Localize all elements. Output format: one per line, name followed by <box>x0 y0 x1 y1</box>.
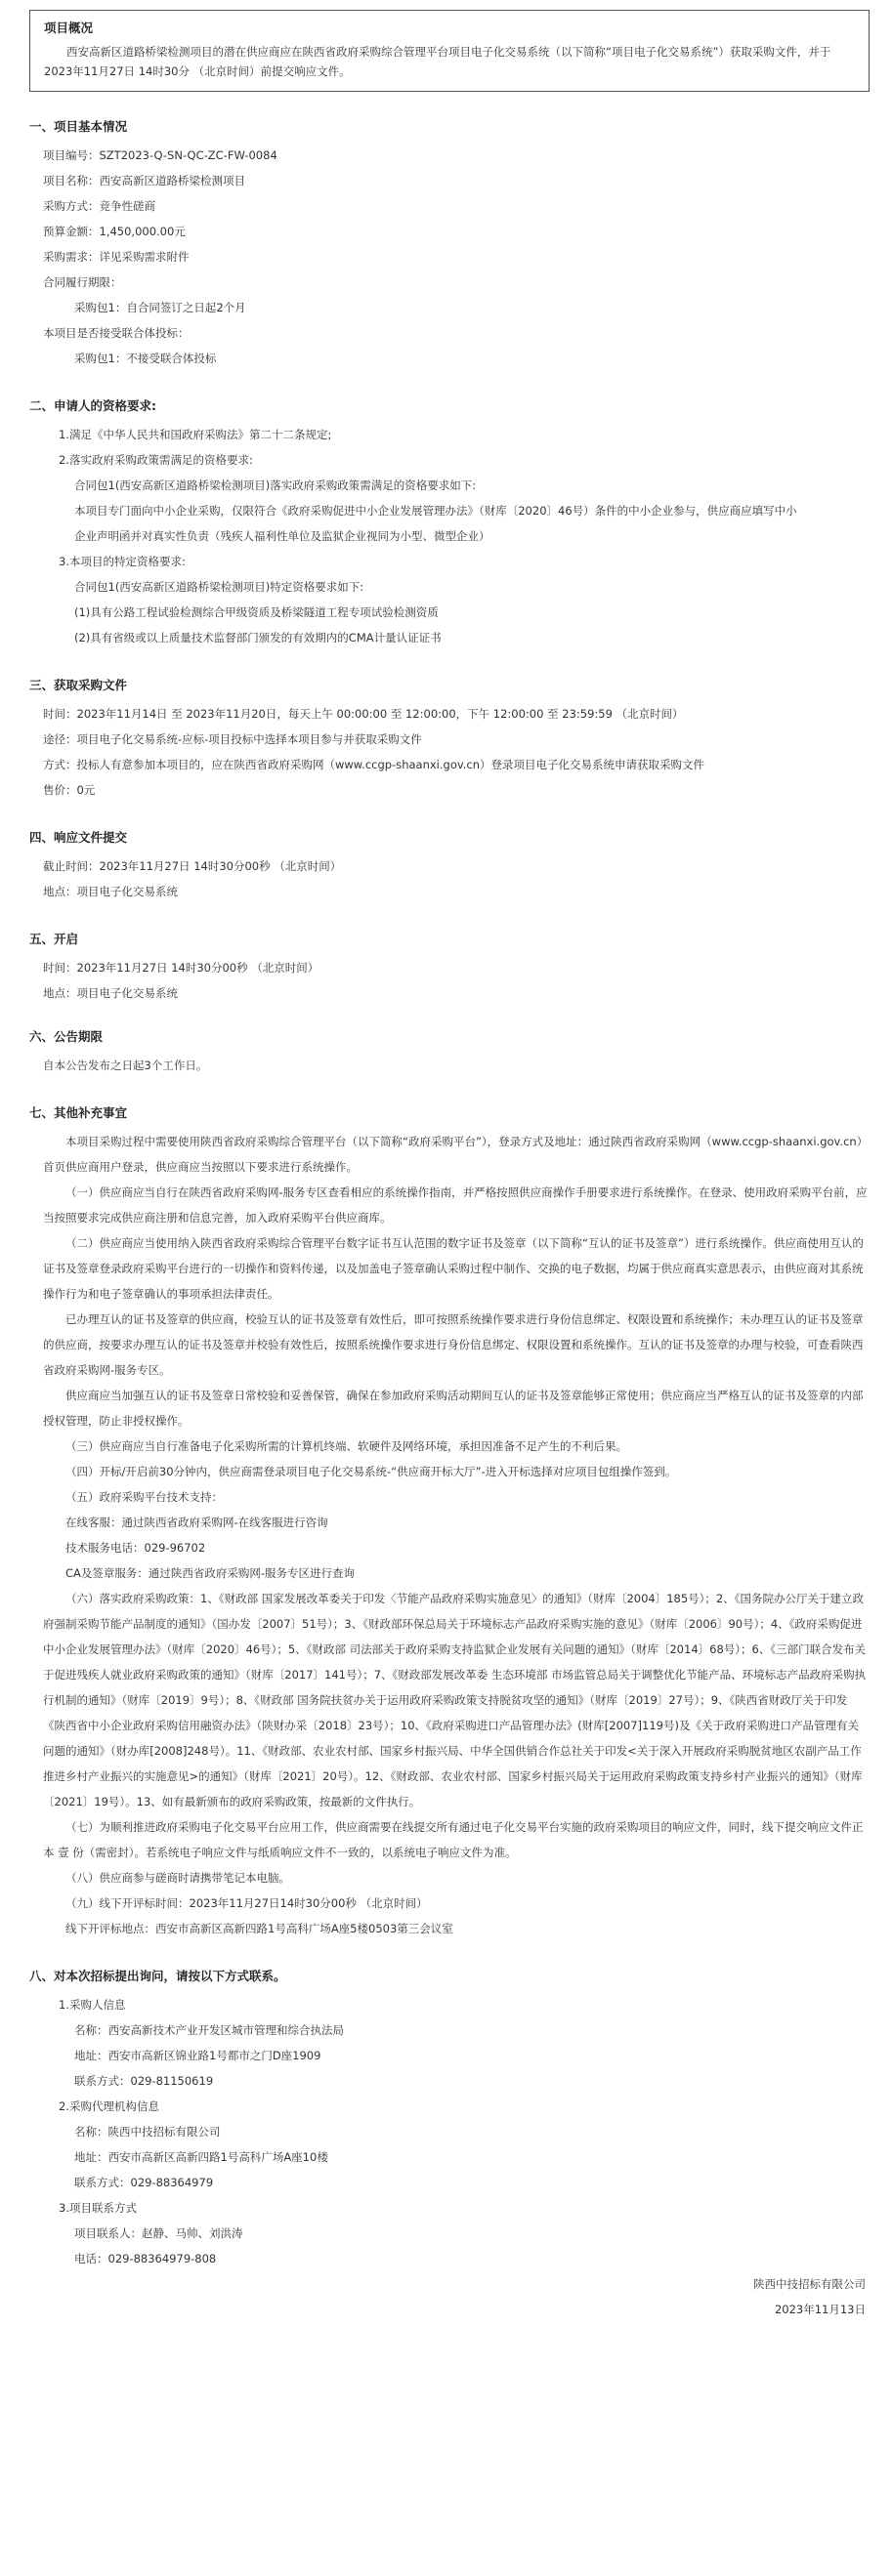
other-paragraph: （九）线下开评标时间：2023年11月27日14时30分00秒 （北京时间） <box>65 1896 428 1910</box>
agency-name: 名称：陕西中技招标有限公司 <box>74 2125 221 2139</box>
qualification-item: 本项目专门面向中小企业采购，仅限符合《政府采购促进中小企业发展管理办法》（财库〔2020〕46号）条件的中小企业参与，供应商应填写中小 <box>74 504 797 518</box>
other-paragraph: （八）供应商参与磋商时请携带笔记本电脑。 <box>65 1871 290 1885</box>
overview-title: 项目概况 <box>44 21 94 35</box>
section-qualification <box>29 396 870 650</box>
obtain-channel: 途径：项目电子化交易系统-应标-项目投标中选择本项目参与并获取采购文件 <box>43 732 422 746</box>
other-paragraph: （七）为顺利推进政府采购电子化交易平台应用工作，供应商需要在线提交所有通过电子化交易平台实施的政府采购项目的响应文件，同时，线下提交响应文件正本 壹 份（需密封）。若系统电子响应文件与纸质响应文件不一致的，以系统电子响应文件为准。 <box>43 1820 864 1859</box>
contact-people: 项目联系人：赵静、马帅、刘洪涛 <box>74 2226 243 2240</box>
section-other-matters <box>29 1103 870 1941</box>
section-title: 一、项目基本情况 <box>29 119 128 134</box>
section-title: 八、对本次招标提出询问，请按以下方式联系。 <box>29 1969 286 1983</box>
qualification-item: 企业声明函并对真实性负责（残疾人福利性单位及监狱企业视同为小型、微型企业） <box>74 529 490 543</box>
other-paragraph: （六）落实政府采购政策：1、《财政部 国家发展改革委关于印发〈节能产品政府采购实施意见〉的通知》（财库〔2004〕185号）；2、《国务院办公厅关于建立政府强制采购节能产品制度的通知》（国办发〔2007〕51号）；3、《财政部环保总局关于环境标志产品政府采购实施的意见》（财库〔2006〕90号）；4、《政府采购促进中小企业发展管理办法》（财库〔2020〕46号）；5、《财政部 司法部关于政府采购支持监狱企业发展有关问题的通知》（财库〔2014〕68号）；6、《三部门联合发布关于促进残疾人就业政府采购政策的通知》（财库〔2017〕141号）；7、《财政部发展改革委 生态环境部 市场监管总局关于调整优化节能产品、环境标志产品政府采购执行机制的通知》（财库〔2019〕9号）；8、《财政部 国务院扶贫办关于运用政府采购政策支持脱贫攻坚的通知》（财库〔2019〕27号）；9、《陕西省财政厅关于印发《陕西省中小企业政府采购信用融资办法》（陕财办采〔2018〕23号）；10、《政府采购进口产品管理办法》(财库[2007]119号)及《关于政府采购进口产品管理有关问题的通知》（财办库[2008]248号）。11、《财政部、农业农村部、国家乡村振兴局、中华全国供销合作总社关于印发<关于深入开展政府采购脱贫地区农副产品工作推进乡村产业振兴的实施意见>的通知》（财库〔2021〕20号）。12、《财政部、农业农村部、国家乡村振兴局关于运用政府采购政策支持乡村产业振兴的通知》（财库〔2021〕19号）。13、如有最新颁布的政府采购政策，按最新的文件执行。 <box>43 1592 867 1808</box>
qualification-item: 合同包1(西安高新区道路桥梁检测项目)落实政府采购政策需满足的资格要求如下: <box>74 478 477 492</box>
qualification-item: 2.落实政府采购政策需满足的资格要求: <box>59 453 253 467</box>
purchaser-heading: 1.采购人信息 <box>59 1998 126 2012</box>
agency-address: 地址：西安市高新区高新四路1号高科广场A座10楼 <box>74 2150 328 2164</box>
other-paragraph: （二）供应商应当使用纳入陕西省政府采购综合管理平台数字证书互认范围的数字证书及签章（以下简称“互认的证书及签章”）进行系统操作。供应商使用互认的证书及签章登录政府采购平台进行的一切操作和资料传递，以及加盖电子签章确认采购过程中制作、交换的电子数据，均属于供应商真实意思表示，由供应商对其系统操作行为和电子签章确认的事项承担法律责任。 <box>43 1236 864 1301</box>
other-paragraph: 已办理互认的证书及签章的供应商，校验互认的证书及签章有效性后，即可按照系统操作要求进行身份信息绑定、权限设置和系统操作；未办理互认的证书及签章的供应商，按要求办理互认的证书及签章并校验有效性后，按照系统操作要求进行身份信息绑定、权限设置和系统操作。互认的证书及签章的办理与校验，可查看陕西省政府采购网-服务专区。 <box>43 1312 864 1377</box>
section-title: 三、获取采购文件 <box>29 678 128 692</box>
consortium-label: 本项目是否接受联合体投标： <box>43 326 190 340</box>
section-basic-info <box>29 117 870 371</box>
section-opening <box>29 930 870 1006</box>
purchaser-address: 地址：西安市高新区锦业路1号都市之门D座1909 <box>74 2049 321 2062</box>
procurement-method: 采购方式：竞争性磋商 <box>43 199 155 213</box>
qualification-item: 1.满足《中华人民共和国政府采购法》第二十二条规定; <box>59 428 332 441</box>
other-paragraph: 在线客服：通过陕西省政府采购网-在线客服进行咨询 <box>65 1516 328 1529</box>
section-title: 二、申请人的资格要求: <box>29 398 156 413</box>
other-paragraph: （四）开标/开启前30分钟内，供应商需登录项目电子化交易系统-“供应商开标大厅”-进入开标选择对应项目包组操作签到。 <box>65 1465 677 1478</box>
section-title: 四、响应文件提交 <box>29 830 128 845</box>
overview-body: 西安高新区道路桥梁检测项目的潜在供应商应在陕西省政府采购综合管理平台项目电子化交易系统（以下简称“项目电子化交易系统”）获取采购文件，并于 2023年11月27日 14时30分 （北京时间）前提交响应文件。 <box>44 45 831 78</box>
contract-period-value: 采购包1：自合同签订之日起2个月 <box>74 301 246 314</box>
qualification-item: 合同包1(西安高新区道路桥梁检测项目)特定资格要求如下: <box>74 580 364 594</box>
project-name: 项目名称：西安高新区道路桥梁检测项目 <box>43 174 245 187</box>
signature-date: 2023年11月13日 <box>774 2303 866 2316</box>
qualification-item: (1)具有公路工程试验检测综合甲级资质及桥梁隧道工程专项试验检测资质 <box>74 605 439 619</box>
other-paragraph: （三）供应商应当自行准备电子化采购所需的计算机终端、软硬件及网络环境，承担因准备不足产生的不利后果。 <box>65 1439 627 1453</box>
agency-phone: 联系方式：029-88364979 <box>74 2176 214 2189</box>
section-contact <box>29 1967 870 2271</box>
other-paragraph: 技术服务电话：029-96702 <box>65 1541 206 1555</box>
section-title: 七、其他补充事宜 <box>29 1105 128 1120</box>
submission-location: 地点：项目电子化交易系统 <box>43 885 178 898</box>
qualification-item: (2)具有省级或以上质量技术监督部门颁发的有效期内的CMA计量认证证书 <box>74 631 442 644</box>
other-paragraph: 线下开评标地点：西安市高新区高新四路1号高科广场A座5楼0503第三会议室 <box>65 1922 453 1935</box>
qualification-item: 3.本项目的特定资格要求: <box>59 555 186 568</box>
project-overview-box <box>29 10 870 92</box>
other-paragraph: （一）供应商应当自行在陕西省政府采购网-服务专区查看相应的系统操作指南，并严格按照供应商操作手册要求进行系统操作。在登录、使用政府采购平台前，应当按照要求完成供应商注册和信息完善，加入政府采购平台供应商库。 <box>43 1185 868 1225</box>
other-paragraph: 本项目采购过程中需要使用陕西省政府采购综合管理平台（以下简称“政府采购平台”），登录方式及地址：通过陕西省政府采购网（www.ccgp-shaanxi.gov.cn）首页供应商用户登录，供应商应当按照以下要求进行系统操作。 <box>43 1135 869 1174</box>
section-announcement-period <box>29 1027 870 1078</box>
obtain-time: 时间：2023年11月14日 至 2023年11月20日，每天上午 00:00:00 至 12:00:00，下午 12:00:00 至 23:59:59 （北京时间） <box>43 707 684 721</box>
section-obtain-documents <box>29 676 870 803</box>
agency-heading: 2.采购代理机构信息 <box>59 2099 159 2113</box>
announcement-page <box>29 0 870 2322</box>
contact-phone: 电话：029-88364979-808 <box>74 2252 217 2265</box>
other-paragraph: 供应商应当加强互认的证书及签章日常校验和妥善保管，确保在参加政府采购活动期间互认的证书及签章能够正常使用；供应商应当严格互认的证书及签章的内部授权管理，防止非授权操作。 <box>43 1389 864 1428</box>
section-title: 六、公告期限 <box>29 1029 104 1044</box>
project-number: 项目编号：SZT2023-Q-SN-QC-ZC-FW-0084 <box>43 148 277 162</box>
submission-deadline: 截止时间：2023年11月27日 14时30分00秒 （北京时间） <box>43 859 342 873</box>
section-title: 五、开启 <box>29 932 79 946</box>
budget-amount: 预算金额：1,450,000.00元 <box>43 225 186 238</box>
consortium-value: 采购包1：不接受联合体投标 <box>74 352 217 365</box>
other-paragraph: （五）政府采购平台技术支持： <box>65 1490 223 1504</box>
contact-heading: 3.项目联系方式 <box>59 2201 137 2215</box>
announcement-period: 自本公告发布之日起3个工作日。 <box>43 1059 208 1072</box>
obtain-method: 方式：投标人有意参加本项目的，应在陕西省政府采购网（www.ccgp-shaanxi.gov.cn）登录项目电子化交易系统申请获取采购文件 <box>43 758 705 771</box>
other-paragraph: CA及签章服务：通过陕西省政府采购网-服务专区进行查询 <box>65 1566 356 1580</box>
opening-location: 地点：项目电子化交易系统 <box>43 986 178 1000</box>
obtain-price: 售价：0元 <box>43 783 96 797</box>
contract-period-label: 合同履行期限： <box>43 275 122 289</box>
section-submission <box>29 828 870 904</box>
purchaser-name: 名称：西安高新技术产业开发区城市管理和综合执法局 <box>74 2023 344 2037</box>
opening-time: 时间：2023年11月27日 14时30分00秒 （北京时间） <box>43 961 319 975</box>
procurement-requirement: 采购需求：详见采购需求附件 <box>43 250 190 264</box>
signature-company: 陕西中技招标有限公司 <box>753 2277 866 2291</box>
purchaser-phone: 联系方式：029-81150619 <box>74 2074 214 2088</box>
